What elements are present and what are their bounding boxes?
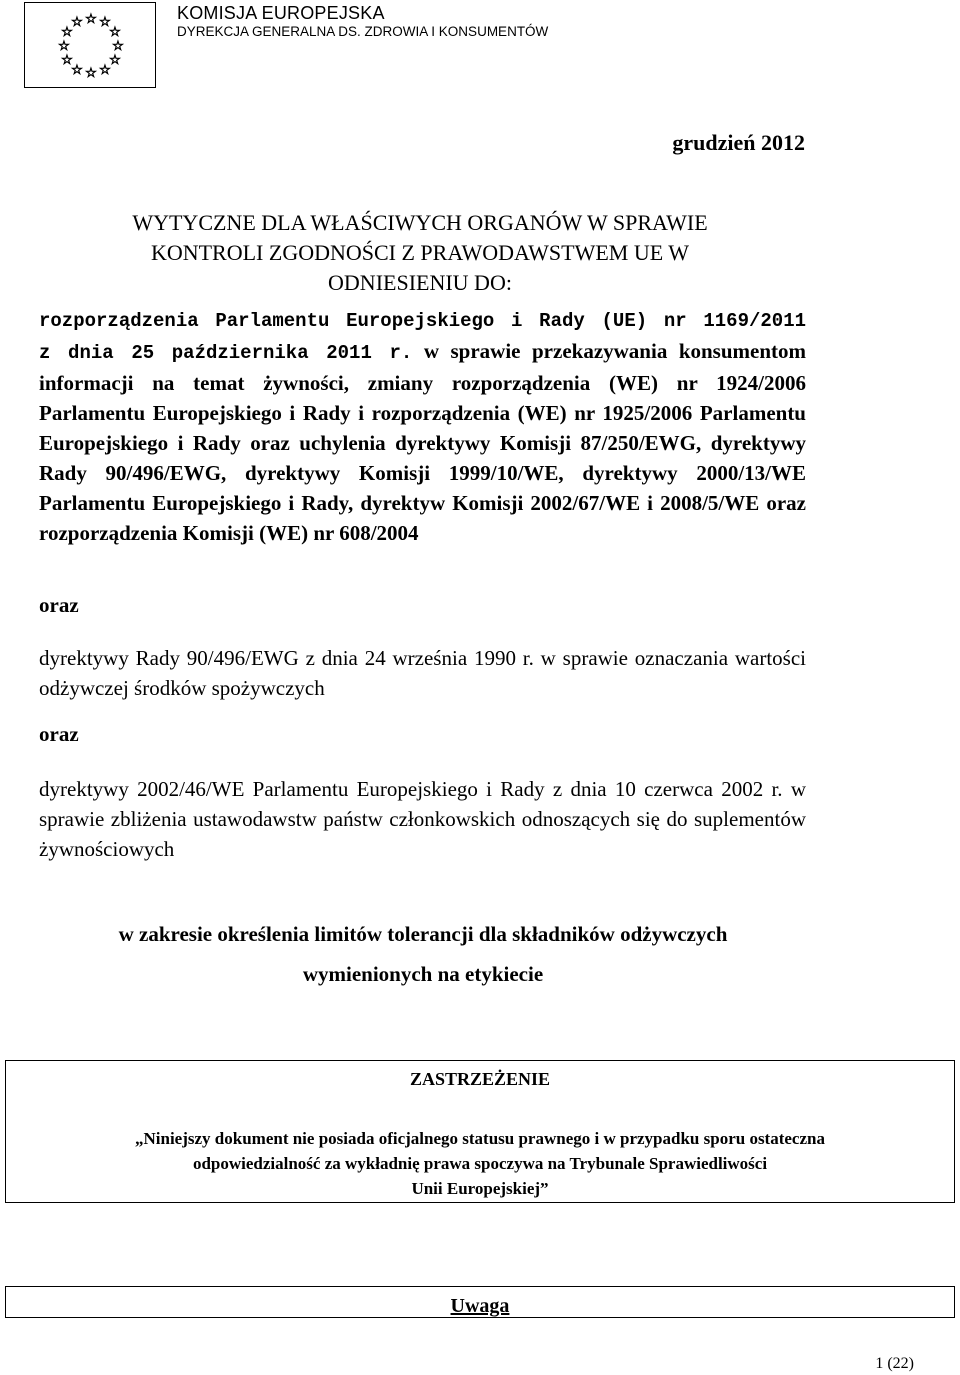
- svg-text:☆: ☆: [85, 66, 97, 81]
- svg-text:☆: ☆: [61, 53, 73, 68]
- conjunction-oraz-2: oraz: [39, 722, 79, 746]
- svg-text:☆: ☆: [58, 39, 70, 54]
- disclaimer-line-2: odpowiedzialność za wykładnię prawa spoczywa na Trybunale Sprawiedliwości: [192, 1154, 768, 1173]
- department-name: DYREKCJA GENERALNA DS. ZDROWIA I KONSUMENTÓW: [177, 24, 549, 39]
- regulation-heading-1: rozporządzenia Parlamentu Europejskiego i Rady (UE) nr 1169/2011: [39, 310, 806, 332]
- svg-text:☆: ☆: [109, 25, 121, 40]
- scope-line-2: wymienionych na etykiecie: [302, 962, 544, 986]
- disclaimer-line-3: Unii Europejskiej”: [411, 1179, 549, 1198]
- regulation-heading-2: z dnia 25 października 2011 r.: [39, 342, 413, 364]
- svg-text:☆: ☆: [99, 63, 111, 78]
- svg-text:☆: ☆: [112, 39, 124, 54]
- conjunction-oraz-1: oraz: [39, 593, 79, 617]
- svg-text:☆: ☆: [61, 25, 73, 40]
- svg-text:☆: ☆: [109, 53, 121, 68]
- svg-text:☆: ☆: [99, 15, 111, 30]
- page-number: 1 (22): [875, 1355, 914, 1372]
- directive-2002-46: dyrektywy 2002/46/WE Parlamentu Europejskiego i Rady z dnia 10 czerwca 2002 r. w sprawie zbliżenia ustawodawstw państw członkowskich odnoszących się do suplementów żywnościowych: [39, 777, 806, 861]
- disclaimer-box: [5, 1060, 955, 1203]
- regulation-description: w sprawie przekazywania konsumentom informacji na temat żywności, zmiany rozporządzenia (WE) nr 1924/2006 Parlamentu Europejskiego i Rady i rozporządzenia (WE) nr 1925/2006 Parlamentu Europejskiego i Rady oraz uchylenia dyrektywy Komisji 87/250/EWG, dyrektywy Rady 90/496/EWG, dyrektywy Komisji 1999/10/WE, dyrektywy 2000/13/WE Parlamentu Europejskiego i Rady, dyrektyw Komisji 2002/67/WE i 2008/5/WE oraz rozporządzenia Komisji (WE) nr 608/2004: [39, 339, 807, 545]
- notice-title: Uwaga: [450, 1295, 510, 1317]
- eu-logo: [24, 2, 156, 88]
- eu-flag-stars-icon: [25, 3, 157, 89]
- regulation-paragraph: [39, 306, 806, 548]
- disclaimer-text: [26, 1126, 934, 1201]
- document-date: grudzień 2012: [672, 130, 805, 155]
- document-title: [60, 208, 780, 298]
- notice-box: [5, 1286, 955, 1318]
- scope-line-1: w zakresie określenia limitów tolerancji dla składników odżywczych: [118, 922, 728, 946]
- title-line-1: WYTYCZNE DLA WŁAŚCIWYCH ORGANÓW W SPRAWIE: [132, 210, 708, 235]
- organization-name: KOMISJA EUROPEJSKA: [177, 3, 385, 23]
- svg-text:☆: ☆: [71, 15, 83, 30]
- svg-text:☆: ☆: [71, 63, 83, 78]
- title-line-2: KONTROLI ZGODNOŚCI Z PRAWODAWSTWEM UE W: [150, 240, 690, 265]
- directive-90-496: dyrektywy Rady 90/496/EWG z dnia 24 września 1990 r. w sprawie oznaczania wartości odżywczej środków spożywczych: [39, 646, 806, 700]
- title-line-3: ODNIESIENIU DO:: [328, 270, 512, 295]
- svg-text:☆: ☆: [85, 12, 97, 27]
- disclaimer-title: ZASTRZEŻENIE: [409, 1069, 551, 1089]
- disclaimer-line-1: „Niniejszy dokument nie posiada oficjalnego statusu prawnego i w przypadku sporu ostateczna: [135, 1129, 825, 1148]
